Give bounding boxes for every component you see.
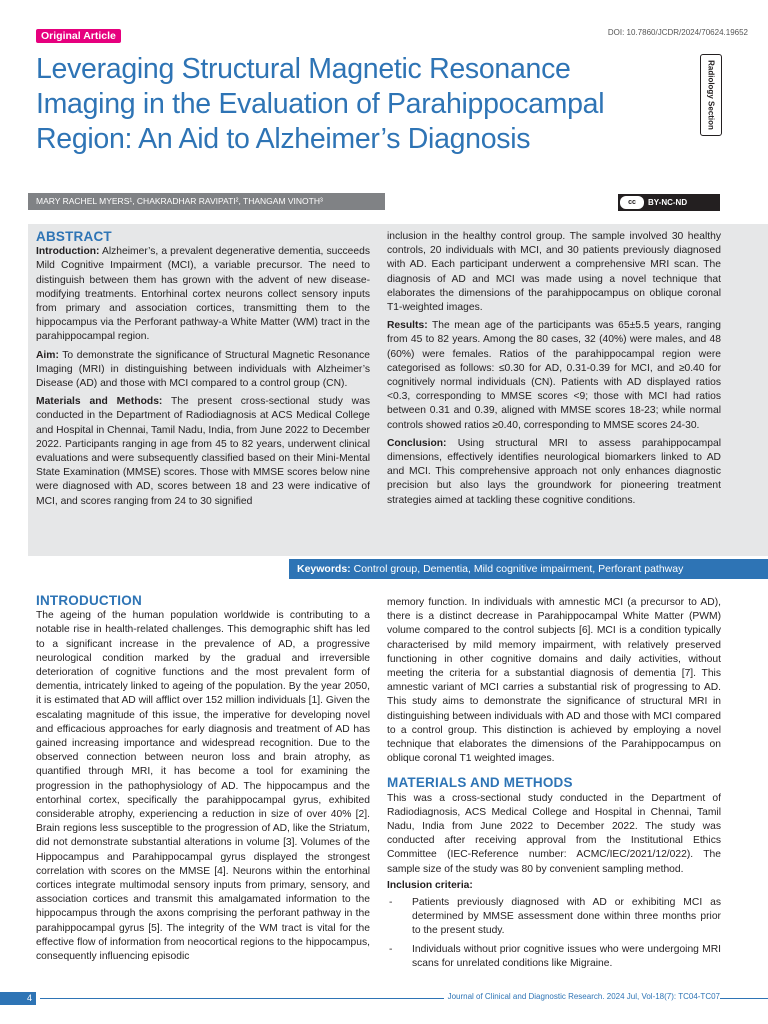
license-text: BY-NC-ND xyxy=(648,198,688,207)
methods-text: This was a cross-sectional study conducted in the Department of Radiodiagnosis, ACS Medical College and Hospital in Chennai, Tamil Nadu, India from June 2022 to December 2022. The study was conducted after receiving approval from the Institutional Ethics Committee (IEC-Reference number: ACMC/IEC/2021/12/022). The sample size of the study was 80 by convenient sampling method. xyxy=(387,792,721,875)
results-text: The mean age of the participants was 65±5.5 years, ranging from 45 to 82 years. Among the 80 cases, 32 (40%) were males, and 48 (60%) were females. Ratios of the parahippocampal region were categorised as follows: ≤0.30 for AD, 0.31-0.39 for MCI, and ≥0.40 for cognitively normal individuals (CN). Patients with AD displayed ratios <0.3, corresponding to MMSE scores <9; those with MCI had ratios between 0.31 and 0.39, aligned with MMSE scores 18-23; while normal controls showed ratios ≥0.40, corresponding to MMSE scores 24-30. xyxy=(387,320,721,431)
conclusion-label: Conclusion: xyxy=(387,437,447,449)
inclusion-heading xyxy=(387,879,721,893)
intro-text: Alzheimer’s, a prevalent degenerative dementia, succeeds Mild Cognitive Impairment (MCI), a variable precursor. The need to distinguish between them has grown with the advent of new disease-modifying treatments. Entorhinal cortex neurons collect sensory inputs from primary and association cortices, transmitting them to the hippocampus via the Perforant pathway-a White Matter (WM) tract in the parahippocampal region. xyxy=(36,246,371,343)
abstract-conclusion xyxy=(387,437,721,508)
inclusion-item: - Individuals without prior cognitive issues who were undergoing MRI scans for unrelated conditions like Migraine. xyxy=(387,943,721,971)
inclusion-item: - Patients previously diagnosed with AD or exhibiting MCI as determined by MMSE assessment done within three months prior to the present study. xyxy=(387,896,721,939)
license-badge[interactable] xyxy=(618,194,720,211)
aim-text: To demonstrate the significance of Structural Magnetic Resonance Imaging (MRI) in distinguishing between individuals with Alzheimer’s Disease (AD) and those with MCI compared to a control group (CN). xyxy=(36,349,370,390)
introduction-heading: INTRODUCTION xyxy=(36,593,142,608)
body-right-column xyxy=(387,596,721,975)
methods-label: Materials and Methods: xyxy=(36,396,163,408)
keywords-bar xyxy=(289,559,768,579)
aim-label: Aim: xyxy=(36,349,59,361)
abstract-left-column xyxy=(36,230,370,513)
methods-text: The present cross-sectional study was conducted in the Department of Radiodiagnosis at ACS Medical College and Hospital in Chennai, Tamil Nadu, India, from June 2022 to December 2022. Participants ranging in age from 45 to 82 years, underwent clinical evaluations and were subsequently classified based on their Mini-Mental State Examination (MMSE) scores. Those with MMSE scores below nine were diagnosed with AD, scores between 18 and 23 were indicative of MCI, and scores ranging from 24 to 30 signified xyxy=(36,396,370,507)
abstract-methods-cont: inclusion in the healthy control group. The sample involved 30 healthy controls, 20 individuals with MCI, and 30 patients previously diagnosed with AD. Each participant underwent a comprehensive MRI scan. The diagnosis of AD and MCI was made using a novel technique that elaborates the dimensions of the parahippocampus on oblique coronal T1-weighted images. xyxy=(387,231,721,314)
intro-label: Introduction: xyxy=(36,246,100,258)
abstract-results xyxy=(387,319,721,433)
section-label: Radiology Section xyxy=(706,60,716,130)
body-left-column xyxy=(36,594,370,968)
introduction-text-cont: memory function. In individuals with amnestic MCI (a precursor to AD), there is a distinct decrease in Parahippocampal White Matter (PWM) volume compared to the control subjects [6]. MCI is a condition typically characterised by mild memory impairment, with relatively preserved functioning in other cognitive domains and daily activities, without meeting the criteria for a substantial diagnosis of dementia [7]. This amnestic variant of MCI carries a substantial risk of progressing to AD. This study aims to demonstrate the significance of structural MRI in distinguishing between individuals with AD and those with MCI compared to a control group. This distinction is achieved by employing a novel technique that elaborates the dimensions of the Parahippocampus on oblique coronal T1 weighted images. xyxy=(387,597,721,765)
author-bar: MARY RACHEL MYERS¹, CHAKRADHAR RAVIPATI², THANGAM VINOTH³ xyxy=(28,193,385,210)
section-tab xyxy=(700,54,722,136)
article-title: Leveraging Structural Magnetic Resonance Imaging in the Evaluation of Parahippocampal Region: An Aid to Alzheimer’s Diagnosis xyxy=(36,53,605,155)
keywords-label: Keywords: xyxy=(297,563,351,575)
abstract-methods xyxy=(36,395,370,509)
journal-citation: Journal of Clinical and Diagnostic Research. 2024 Jul, Vol-18(7): TC04-TC07 xyxy=(444,992,720,1001)
cc-icon: cc xyxy=(620,196,644,209)
introduction-text: The ageing of the human population worldwide is contributing to a notable rise in health-related challenges. This demographic shift has led to a significant increase in the prevalence of AD, a progressive neurological condition marked by the gradual and irreversible deterioration of cognitive functions and the most prevalent form of dementia, intricately linked to ageing of the population. By the year 2050, it is estimated that AD will afflict over 152 million individuals [1]. Given the escalating magnitude of this issue, the imperative for developing novel and efficacious approaches for early diagnosis and treatment of AD has gained increasing importance and widespread recognition. Due to the observed connection between neuron loss and brain atrophy, as quantified through MRI, it has become a tool for examining the progression in the pathophysiology of AD. The hippocampus and the entorhinal cortex, specifically the parahippocampal gyrus, exhibited considerable atrophy, experiencing a reduction in size of over 40% [2]. Brain regions less susceptible to the progression of AD, like the Striatum, did not demonstrate substantial alterations in volume [3]. Volumes of the Hippocampus and Parahippocampal gyrus displayed the strongest correlation with scores on the MMSE [4]. Neurons within the entorhinal cortices integrate multimodal sensory inputs from primary, sensory, and association cortices and transmit this amalgamated information to the hippocampus through the axons comprising the perforant pathway in the parahippocampal gyrus [5]. The integrity of the WM tract is vital for the effective flow of information from neocortical regions to the hippocampus, consequently influencing episodic xyxy=(36,610,370,963)
keywords-text: Control group, Dementia, Mild cognitive impairment, Perforant pathway xyxy=(353,563,684,575)
doi-text[interactable]: DOI: 10.7860/JCDR/2024/70624.19652 xyxy=(607,28,748,37)
abstract-introduction xyxy=(36,245,370,344)
abstract-right-column xyxy=(387,230,721,512)
results-label: Results: xyxy=(387,320,428,332)
methods-heading: MATERIALS AND METHODS xyxy=(387,775,573,791)
conclusion-text: Using structural MRI to assess parahippocampal dimensions, effectively identifies neurological biomarkers linked to AD and MCI. This comprehensive approach not only enhances diagnostic precision but also lays the groundwork for pioneering treatment strategies aimed at tackling these cognitive conditions. xyxy=(387,437,721,506)
article-type-badge: Original Article xyxy=(36,29,121,43)
abstract-heading: ABSTRACT xyxy=(36,229,112,244)
inclusion-label: Inclusion criteria: xyxy=(387,879,473,891)
abstract-aim xyxy=(36,349,370,392)
page-number: 4 xyxy=(0,992,36,1005)
